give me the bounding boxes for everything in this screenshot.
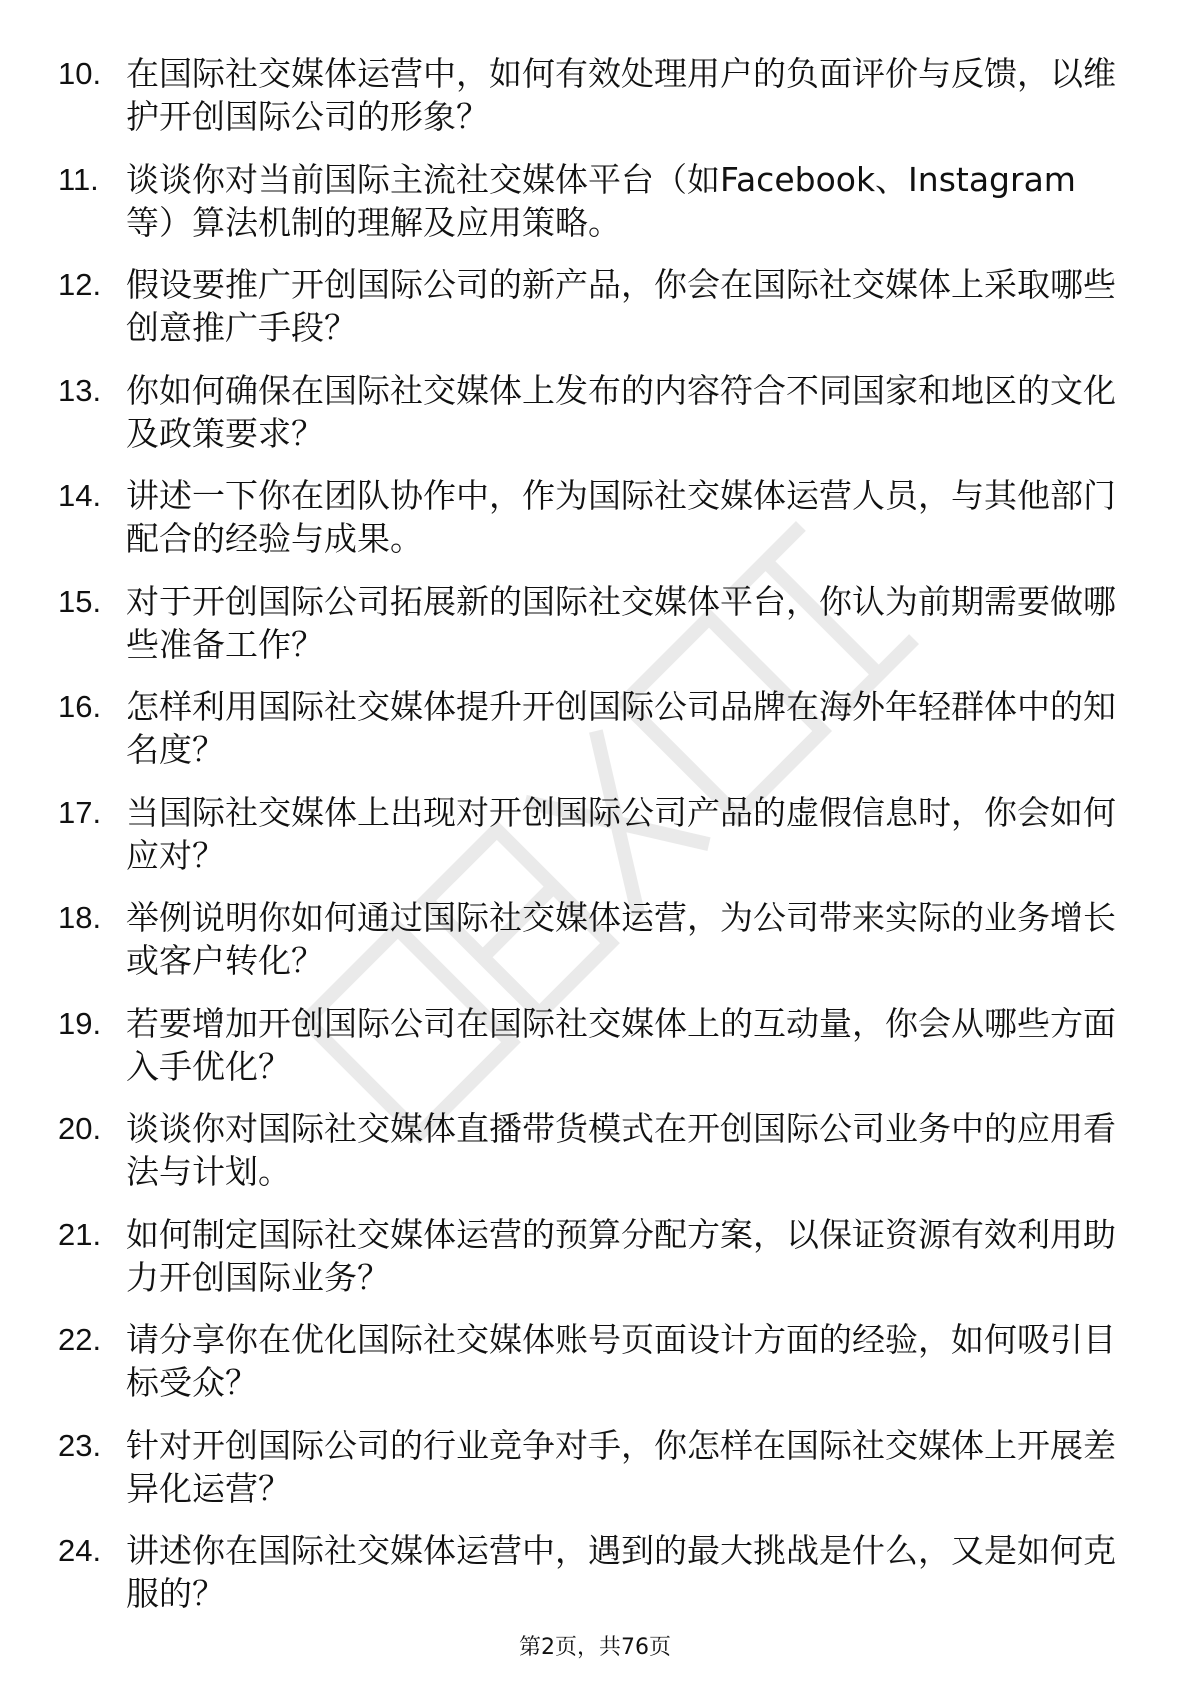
question-text: 如何制定国际社交媒体运营的预算分配方案，以保证资源有效利用助力开创国际业务？ <box>126 1214 1116 1297</box>
question-text: 若要增加开创国际公司在国际社交媒体上的互动量，你会从哪些方面入手优化？ <box>126 1003 1116 1086</box>
question-item <box>58 158 1118 244</box>
question-item <box>58 1213 1118 1299</box>
question-number: 11. <box>58 161 99 197</box>
question-text: 你如何确保在国际社交媒体上发布的内容符合不同国家和地区的文化及政策要求？ <box>126 370 1116 453</box>
question-number: 16. <box>58 689 102 724</box>
question-number: 20. <box>58 1111 102 1146</box>
question-number: 15. <box>58 583 102 619</box>
question-number: 21. <box>58 1216 102 1252</box>
question-text: 谈谈你对当前国际主流社交媒体平台（如Facebook、Instagram等）算法机制的理解及应用策略。 <box>126 159 1076 242</box>
question-number: 10. <box>58 56 102 91</box>
question-item <box>58 1318 1118 1404</box>
question-text: 请分享你在优化国际社交媒体账号页面设计方面的经验，如何吸引目标受众？ <box>126 1320 1116 1402</box>
question-text: 举例说明你如何通过国际社交媒体运营，为公司带来实际的业务增长或客户转化？ <box>126 898 1116 980</box>
question-number: 13. <box>58 372 102 408</box>
question-item <box>58 580 1118 666</box>
question-text: 假设要推广开创国际公司的新产品，你会在国际社交媒体上采取哪些创意推广手段？ <box>126 265 1116 347</box>
question-number: 14. <box>58 478 102 513</box>
question-number: 18. <box>58 900 102 935</box>
page-footer: 第2页，共76页 <box>519 1635 671 1660</box>
question-number: 23. <box>58 1427 102 1463</box>
question-number: 24. <box>58 1533 102 1568</box>
question-item <box>58 369 1118 455</box>
question-item <box>58 896 1118 982</box>
question-item <box>58 263 1118 349</box>
question-item <box>58 1424 1118 1510</box>
question-list <box>58 52 1118 1635</box>
question-number: 17. <box>58 794 102 830</box>
question-text: 怎样利用国际社交媒体提升开创国际公司品牌在海外年轻群体中的知名度？ <box>126 687 1116 769</box>
question-number: 12. <box>58 267 102 302</box>
question-text: 在国际社交媒体运营中，如何有效处理用户的负面评价与反馈，以维护开创国际公司的形象？ <box>126 54 1116 136</box>
question-item <box>58 1529 1118 1615</box>
question-item <box>58 791 1118 877</box>
question-text: 针对开创国际公司的行业竞争对手，你怎样在国际社交媒体上开展差异化运营？ <box>126 1425 1116 1508</box>
question-item <box>58 1002 1118 1088</box>
question-item <box>58 685 1118 771</box>
question-item <box>58 474 1118 560</box>
question-number: 22. <box>58 1322 102 1357</box>
question-item <box>58 52 1118 138</box>
question-text: 谈谈你对国际社交媒体直播带货模式在开创国际公司业务中的应用看法与计划。 <box>126 1109 1116 1191</box>
question-item <box>58 1107 1118 1193</box>
question-text: 讲述你在国际社交媒体运营中，遇到的最大挑战是什么，又是如何克服的？ <box>126 1531 1116 1613</box>
question-text: 当国际社交媒体上出现对开创国际公司产品的虚假信息时，你会如何应对？ <box>126 792 1116 875</box>
question-number: 19. <box>58 1005 102 1041</box>
question-text: 对于开创国际公司拓展新的国际社交媒体平台，你认为前期需要做哪些准备工作？ <box>126 581 1116 664</box>
question-text: 讲述一下你在团队协作中，作为国际社交媒体运营人员，与其他部门配合的经验与成果。 <box>126 476 1116 558</box>
